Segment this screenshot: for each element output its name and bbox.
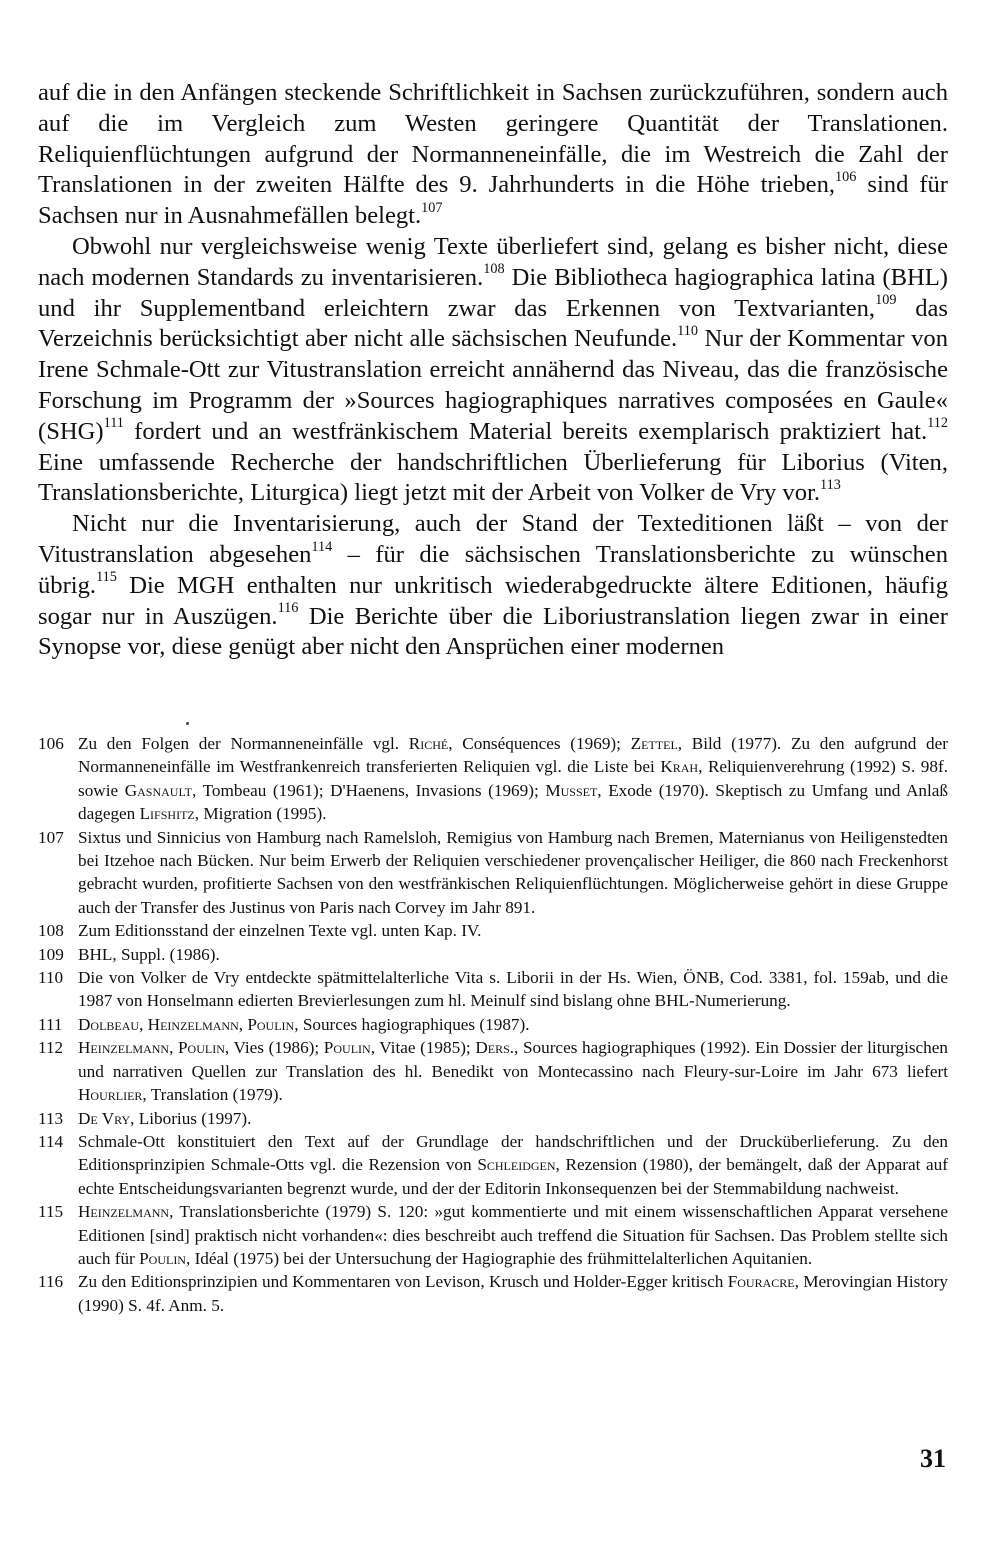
page-number: 31	[920, 1444, 946, 1473]
footnote-ref[interactable]: 109	[875, 292, 897, 309]
text-run: Die MGH enthalten nur unkritisch wiederabgedruckte ältere Editionen, häufig sogar nur in Auszügen.	[38, 571, 948, 630]
footnote-text	[78, 1036, 948, 1106]
author-name: Dolbeau, Heinzelmann, Poulin	[78, 1014, 295, 1034]
footnote-divider	[186, 722, 189, 725]
footnote-text: Sixtus und Sinnicius von Hamburg nach Ramelsloh, Remigius von Hamburg nach Bremen, Maternianus von Heiligenstedten bei Itzehoe nach Bücken. Nur beim Erwerb der Reliquien verschiedener provençalischer Heiliger, die 860 nach Freckenhorst gebracht wurden, profitierte Sachsen von den westfränkischen Reliquienflüchtungen. Möglicherweise gehört in diese Gruppe auch der Transfer des Justinus von Paris nach Corvey im Jahr 891.	[78, 827, 948, 917]
footnote-text	[78, 1107, 948, 1130]
footnote-ref[interactable]: 112	[927, 415, 948, 432]
footnote-ref[interactable]: 107	[421, 199, 443, 216]
footnote-number: 110	[38, 968, 64, 988]
footnote-ref[interactable]: 116	[277, 600, 299, 617]
text-run: Eine umfassende Recherche der handschriftlichen Überlieferung für Liborius (Viten, Translationsberichte, Liturgica) liegt jetzt mit der Arbeit von Volker de Vry vor.	[38, 448, 948, 507]
text-run: , Exode (1970). Skeptisch zu Umfang und Anlaß dagegen	[78, 780, 948, 824]
footnote-115	[38, 1200, 948, 1270]
footnote-number: 112	[38, 1038, 64, 1058]
footnote-text	[78, 732, 948, 826]
author-name: Hourlier	[78, 1085, 143, 1105]
footnote-ref[interactable]: 110	[677, 323, 699, 340]
author-name: Poulin	[139, 1248, 186, 1268]
author-name: Heinzelmann, Poulin	[78, 1038, 225, 1058]
author-name: Musset	[545, 780, 598, 800]
footnote-number: 113	[38, 1108, 64, 1128]
footnote-text	[78, 1200, 948, 1270]
text-run: , Vitae (1985);	[370, 1038, 476, 1058]
text-run: , Vies (1986);	[224, 1038, 324, 1058]
text-run: , Tombeau (1961); D'Haenens, Invasions (1969);	[192, 780, 546, 800]
author-name: Zettel	[630, 734, 678, 753]
text-run: , Translation (1979).	[142, 1085, 283, 1105]
text-run: , Conséquences (1969);	[448, 734, 631, 753]
author-name: Fouracre	[727, 1272, 795, 1292]
text-run: , Sources hagiographiques (1987).	[294, 1014, 530, 1034]
footnote-114	[38, 1130, 948, 1200]
footnote-ref[interactable]: 114	[311, 538, 333, 555]
footnote-number: 111	[38, 1014, 63, 1034]
footnote-number: 108	[38, 921, 64, 941]
text-run: Obwohl nur vergleichsweise wenig Texte überliefert sind, gelang es bisher nicht, diese nach modernen Standards zu inventarisieren.	[38, 232, 948, 291]
author-name: Ders.	[475, 1038, 515, 1058]
author-name: Schleidgen	[477, 1155, 556, 1175]
footnote-ref[interactable]: 106	[835, 169, 857, 186]
footnote-text	[78, 1013, 948, 1036]
text-run: fordert und an westfränkischem Material bereits exemplarisch praktiziert hat.	[123, 417, 928, 445]
author-name: Heinzelmann	[78, 1202, 170, 1222]
author-name: De Vry	[78, 1108, 131, 1128]
text-run: , Translationsberichte (1979) S. 120: »gut kommentierte und mit einem wissenschaftlichen Apparat versehene Editionen [sind] praktisch nicht vorhanden«: dies beschreibt auch treffend die Situation für Sachsen. Das Problem stellte sich auch für	[78, 1202, 948, 1268]
footnote-text	[78, 1270, 948, 1317]
text-run: auf die in den Anfängen steckende Schriftlichkeit in Sachsen zurückzuführen, sondern auch auf die im Vergleich zum Westen geringere Quantität der Translationen. Reliquienflüchtungen aufgrund der Normanneneinfälle, die im Westreich die Zahl der Translationen in der zweiten Hälfte des 9. Jahrhunderts in die Höhe trieben,	[38, 79, 948, 199]
footnote-ref[interactable]: 115	[96, 569, 117, 586]
text-run: , Rezension (1980), der bemängelt, daß der Apparat auf echte Entscheidungsvarianten begrenzt wurde, und der der Editorin Inkonsequenzen bei der Stemmabildung nachweist.	[78, 1155, 948, 1198]
text-run: , Sources hagiographiques (1992). Ein Dossier der liturgischen und narrativen Quellen zur Translation des hl. Benedikt von Montecassino nach Fleury-sur-Loire im Jahr 673 liefert	[78, 1038, 948, 1081]
footnote-number: 106	[38, 734, 64, 753]
text-run: , Reliquienverehrung (1992) S. 98f. sowie	[78, 757, 948, 800]
text-run: Die Bibliotheca hagiographica latina (BHL) und ihr Supplementband erleichtern zwar das Erkennen von Textvarianten,	[38, 263, 948, 322]
paragraph-1	[38, 78, 948, 232]
footnote-number: 116	[38, 1272, 64, 1292]
footnote-ref[interactable]: 108	[483, 261, 505, 278]
footnote-text	[78, 1130, 948, 1200]
text-run: sind für Sachsen nur in Ausnahmefällen belegt.	[38, 171, 948, 230]
author-name: Krah	[660, 757, 699, 777]
footnote-text: Die von Volker de Vry entdeckte spätmittelalterliche Vita s. Liborii in der Hs. Wien, ÖNB, Cod. 3381, fol. 159ab, und die 1987 von Honselmann edierten Brevierlesungen zum hl. Meinulf sind bislang ohne BHL-Numerierung.	[78, 968, 948, 1011]
text-run: Zu den Editionsprinzipien und Kommentaren von Levison, Krusch und Holder-Egger kritisch	[78, 1272, 728, 1292]
footnote-ref[interactable]: 113	[819, 477, 841, 494]
footnote-number: 107	[38, 827, 64, 847]
text-run: , Merovingian History (1990) S. 4f. Anm. 5.	[78, 1272, 948, 1315]
text-run: Nicht nur die Inventarisierung, auch der Stand der Texteditionen läßt – von der Vitustranslation abgesehen	[38, 510, 948, 568]
footnote-111	[38, 1013, 948, 1036]
footnote-108	[38, 919, 948, 942]
text-run: das Verzeichnis berücksichtigt aber nicht alle sächsischen Neufunde.	[38, 294, 948, 353]
footnote-116	[38, 1270, 948, 1317]
footnote-text: Zum Editionsstand der einzelnen Texte vgl. unten Kap. IV.	[78, 921, 482, 941]
footnote-number: 114	[38, 1131, 64, 1151]
footnote-110	[38, 966, 948, 1013]
text-run: Nur der Kommentar von Irene Schmale-Ott zur Vitustranslation erreicht annähernd das Niveau, das die französische Forschung im Programm der »Sources hagiographiques narratives composées en Gaule« (SHG)	[38, 325, 948, 445]
footnotes	[38, 732, 948, 1317]
footnote-106	[38, 732, 948, 826]
text-run: – für die sächsischen Translationsberichte zu wünschen übrig.	[38, 540, 948, 599]
author-name: Poulin	[323, 1038, 371, 1058]
author-name: Riché	[408, 734, 449, 753]
footnote-107	[38, 826, 948, 920]
text-run: , Liborius (1997).	[130, 1108, 252, 1128]
author-name: Gasnault	[124, 780, 193, 800]
paragraph-2	[38, 232, 948, 509]
author-name: Lifshitz	[139, 804, 195, 824]
text-run: , Idéal (1975) bei der Untersuchung der Hagiographie des frühmittelalterlichen Aquitanien.	[185, 1248, 813, 1268]
text-run: Zu den Folgen der Normanneneinfälle vgl.	[78, 734, 409, 753]
paragraph-3	[38, 509, 948, 663]
footnote-109	[38, 943, 948, 966]
text-run: Die Berichte über die Liboriustranslation liegen zwar in einer Synopse vor, diese genügt aber nicht den Ansprüchen einer modernen	[38, 602, 948, 661]
footnote-112	[38, 1036, 948, 1106]
footnote-number: 109	[38, 944, 64, 964]
text-run: , Bild (1977). Zu den aufgrund der Normanneneinfälle im Westfrankenreich transferierten Reliquien vgl. die Liste bei	[78, 734, 948, 777]
footnote-113	[38, 1107, 948, 1130]
main-text	[38, 78, 948, 663]
text-run: , Migration (1995).	[194, 804, 327, 824]
footnote-ref[interactable]: 111	[103, 415, 124, 432]
text-run: Schmale-Ott konstituiert den Text auf der Grundlage der handschriftlichen und der Drucküberlieferung. Zu den Editionsprinzipien Schmale-Otts vgl. die Rezension von	[78, 1131, 948, 1175]
footnote-number: 115	[38, 1202, 64, 1222]
footnote-text: BHL, Suppl. (1986).	[78, 944, 220, 964]
